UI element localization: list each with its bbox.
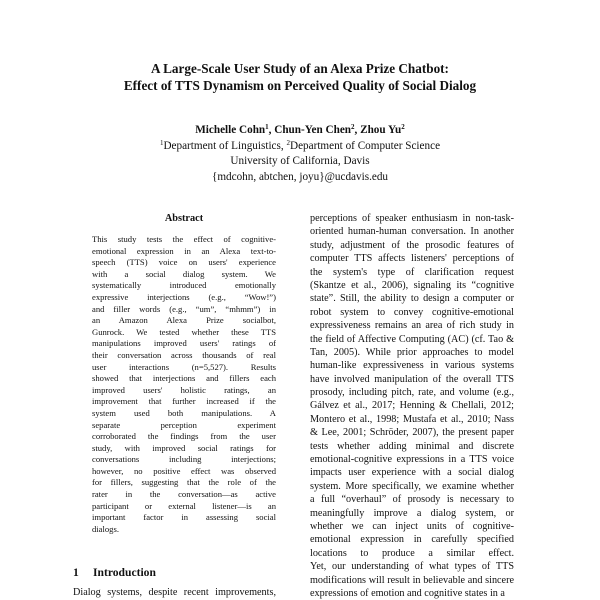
section-number: 1 bbox=[73, 566, 79, 579]
body-text-line: computer TTS affects listeners' perceptions of bbox=[310, 253, 514, 265]
abstract-line: however, no positive effect was observed bbox=[92, 465, 276, 476]
abstract-heading: Abstract bbox=[164, 213, 204, 224]
right-column-body bbox=[310, 212, 514, 600]
abstract-line: speech (TTS) voice on users' experience bbox=[92, 257, 276, 268]
right-column bbox=[310, 212, 514, 600]
body-text-line: Yet, our understanding of what types of TTS bbox=[310, 561, 514, 573]
body-text-line: a full “overhaul” of prosody is necessary to bbox=[310, 494, 514, 506]
affiliation-university: University of California, Davis bbox=[230, 155, 370, 168]
abstract-line: showed that interjections and fillers each bbox=[92, 373, 276, 384]
abstract-line: for fillers, suggesting that the role of the bbox=[92, 477, 276, 488]
author-list: Michelle Cohn$^1$, Chun-Yen Chen$^2$, Zhou Yu$^2$ bbox=[195, 123, 405, 136]
body-text-line: & Lee, 2001; Schröder, 2007), the present paper bbox=[310, 427, 514, 439]
author-name: Zhou Yu bbox=[360, 124, 402, 136]
body-text-line: prosody, including pitch, rate, and volume (e.g., bbox=[310, 387, 514, 399]
body-text-line: Tan, 2005). While prior approaches to model bbox=[310, 346, 514, 358]
abstract-line: system used both manipulations. A bbox=[92, 407, 276, 418]
author-sup: 1 bbox=[265, 123, 269, 131]
body-text-line: human-like expressiveness in various systems bbox=[310, 360, 514, 372]
body-text-line: oriented human-human conversation. In another bbox=[310, 226, 514, 238]
abstract-line: emotional expression in an Alexa text-to- bbox=[92, 245, 276, 256]
author-emails: {mdcohn, abtchen, joyu}@ucdavis.edu bbox=[211, 170, 389, 183]
body-text-line: tests whether adding minimal and discrete bbox=[310, 440, 514, 452]
abstract-line: with a social dialog system. We bbox=[92, 268, 276, 279]
body-text-line: have involved manipulation of the overall TTS bbox=[310, 373, 514, 385]
body-text-line: Montero et al., 1998; Mustafa et al., 2010; Nass bbox=[310, 413, 514, 425]
affiliation-sup: 2 bbox=[286, 138, 290, 147]
abstract-line: This study tests the effect of cognitive- bbox=[92, 234, 276, 244]
section-title: Introduction bbox=[93, 566, 156, 579]
author-name: Chun-Yen Chen bbox=[274, 124, 352, 136]
abstract-body bbox=[92, 234, 276, 535]
affiliation-sup: 1 bbox=[159, 138, 164, 147]
abstract-line: user interactions (n=5,527). Results bbox=[92, 361, 276, 372]
abstract-column bbox=[92, 212, 276, 535]
body-text-line: perceptions of speaker enthusiasm in non-task- bbox=[310, 213, 514, 224]
abstract-line: participant or external listener—is an bbox=[92, 500, 276, 511]
body-text-line: meaningfully improve a dialog system, or bbox=[310, 507, 514, 519]
body-text-line: emotional expression in carefully specified bbox=[310, 534, 514, 546]
body-text-line: (Skantze et al., 2006), signaling its “cognitive bbox=[310, 279, 514, 291]
section-heading-introduction bbox=[73, 566, 156, 579]
author-sup: 2 bbox=[401, 123, 405, 131]
body-text-line: study, adjustment of the prosodic features of bbox=[310, 239, 514, 251]
introduction-first-line: Dialog systems, despite recent improvements, bbox=[73, 587, 276, 598]
abstract-line: study, with improved social ratings for bbox=[92, 442, 276, 453]
author-block bbox=[0, 123, 600, 185]
body-text-line: expressions of emotion and cognitive states in a bbox=[310, 587, 505, 599]
body-text-line: locations to produce a similar effect. bbox=[310, 547, 514, 559]
author-sup: 2 bbox=[351, 123, 355, 131]
abstract-line: important factor in assessing social bbox=[92, 512, 276, 523]
abstract-line: manipulations improved users' ratings of bbox=[92, 338, 276, 349]
paper-title bbox=[0, 60, 600, 94]
affiliation-cs: Department of Computer Science bbox=[289, 139, 441, 152]
abstract-line: an Amazon Alexa Prize socialbot, bbox=[92, 315, 276, 326]
abstract-line: expressive interjections (e.g., “Wow!”) bbox=[92, 291, 276, 302]
body-text-line: whether we can inject units of cognitive- bbox=[310, 520, 514, 532]
title-line-1: A Large-Scale User Study of an Alexa Prize Chatbot: bbox=[151, 61, 449, 76]
abstract-line: rater in the conversation—as active bbox=[92, 489, 276, 500]
body-text-line: modifications will result in believable and sincere bbox=[310, 574, 514, 586]
title-line-2: Effect of TTS Dynamism on Perceived Quality of Social Dialog bbox=[123, 78, 477, 93]
abstract-line: conversations including interjections; bbox=[92, 454, 276, 465]
body-text-line: state”. Still, the ability to design a computer or bbox=[310, 293, 514, 305]
abstract-line: improved users' holistic ratings, an bbox=[92, 384, 276, 395]
body-text-line: robot system to convey cognitive-emotional bbox=[310, 306, 514, 318]
abstract-line: Gunrock. We tested whether these TTS bbox=[92, 326, 276, 337]
abstract-line: corroborated the findings from the user bbox=[92, 431, 276, 442]
abstract-line: separate perception experiment bbox=[92, 419, 276, 430]
body-text-line: emotional-cognitive expressions in a TTS voice bbox=[310, 454, 514, 466]
author-name: Michelle Cohn bbox=[195, 124, 266, 136]
abstract-line: dialogs. bbox=[92, 523, 119, 534]
body-text-line: the field of Affective Computing (AC) (cf. Tao & bbox=[310, 333, 514, 345]
affiliation-linguistics: Department of Linguistics, bbox=[163, 139, 287, 152]
body-text-line: Gálvez et al., 2017; Henning & Chellali, 2012; bbox=[310, 400, 514, 412]
affiliation-departments bbox=[0, 139, 600, 155]
abstract-line: and filler words (e.g., “um”, “mhmm”) in bbox=[92, 303, 276, 314]
abstract-line: systematically introduced emotionally bbox=[92, 280, 276, 291]
body-text-line: expressiveness remains an area of rich study in bbox=[310, 320, 514, 332]
abstract-line: their conversation across thousands of real bbox=[92, 349, 276, 360]
abstract-line: improvement that further increased if the bbox=[92, 396, 276, 407]
body-text-line: the system's type of clarification request bbox=[310, 266, 514, 278]
body-text-line: impacts user experience with a social dialog bbox=[310, 467, 514, 479]
body-text-line: system. More specifically, we examine whether bbox=[310, 480, 514, 492]
